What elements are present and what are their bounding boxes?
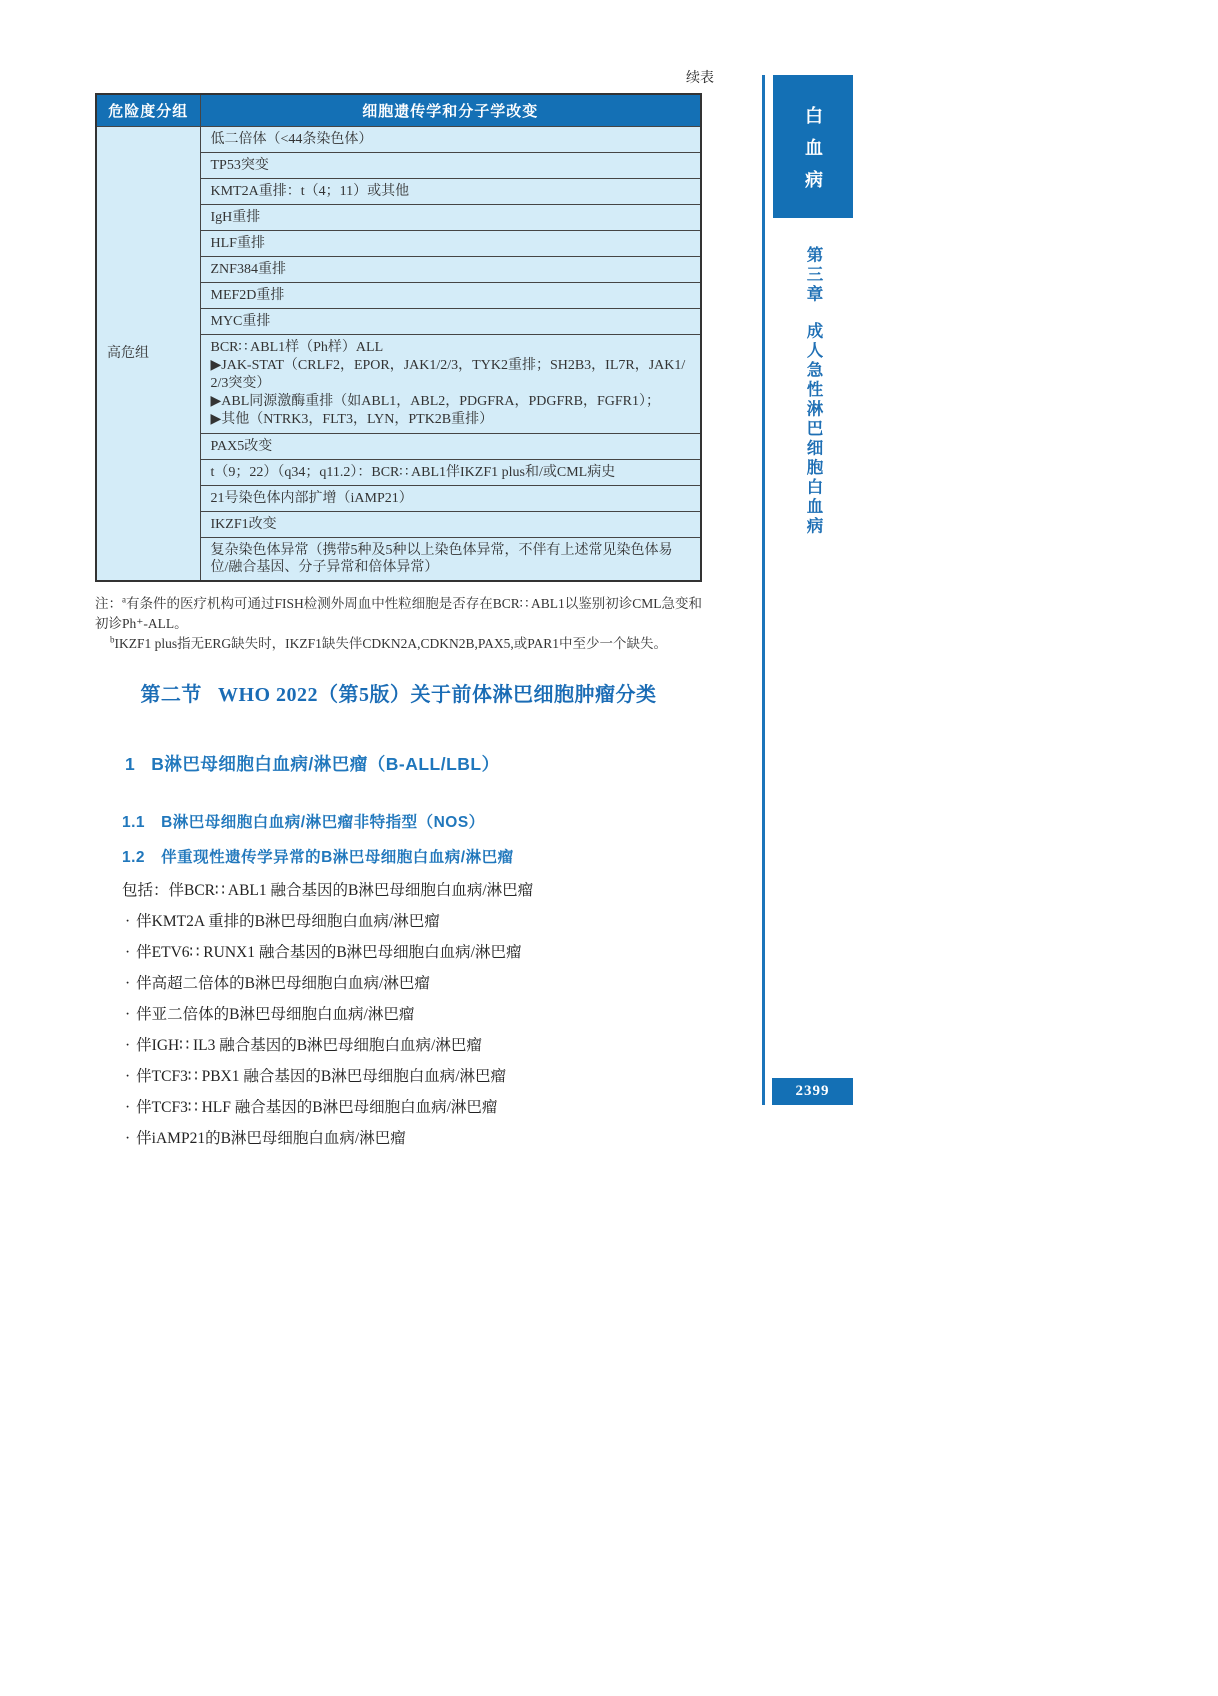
bullet-glyph: · <box>125 975 131 992</box>
section-title: WHO 2022（第5版）关于前体淋巴细胞肿瘤分类 <box>217 684 657 706</box>
chapter-label: 第三章 <box>804 246 823 305</box>
note-1 <box>95 594 702 634</box>
list-item-text: 伴TCF3∷ HLF 融合基因的B淋巴母细胞白血病/淋巴瘤 <box>136 1099 498 1116</box>
list-item-text: 伴亚二倍体的B淋巴母细胞白血病/淋巴瘤 <box>136 1006 415 1023</box>
list-item <box>125 1005 702 1025</box>
table-cell: ZNF384重排 <box>200 257 701 283</box>
list-item-text: 伴IGH∷ IL3 融合基因的B淋巴母细胞白血病/淋巴瘤 <box>136 1037 482 1054</box>
note-1-superscript: a <box>122 594 126 605</box>
subsection-1-2-number: 1.2 <box>122 849 146 866</box>
subsection-1-1-heading <box>122 810 702 832</box>
table-cell: KMT2A重排：t（4；11）或其他 <box>200 179 701 205</box>
section-heading <box>95 678 702 707</box>
section-number: 第二节 <box>140 684 202 706</box>
note-2-text: IKZF1 plus指无ERG缺失时，IKZF1缺失伴CDKN2A,CDKN2B,PAX5,或PAR1中至少一个缺失。 <box>114 636 668 651</box>
bullet-glyph: · <box>125 1037 131 1054</box>
list-item-text: 伴iAMP21的B淋巴母细胞白血病/淋巴瘤 <box>136 1130 406 1147</box>
table-cell: TP53突变 <box>200 153 701 179</box>
subsection-1-heading <box>125 751 702 776</box>
table-header-row <box>96 94 701 127</box>
table-cell: MEF2D重排 <box>200 283 701 309</box>
list-item <box>125 943 702 963</box>
bullet-glyph: · <box>125 913 131 930</box>
continued-table-label: 续表 <box>686 71 714 86</box>
subsection-1-number: 1 <box>125 754 136 774</box>
table-cell: PAX5改变 <box>200 434 701 460</box>
list-item-text: 伴ETV6∷ RUNX1 融合基因的B淋巴母细胞白血病/淋巴瘤 <box>136 944 522 961</box>
subsection-1-label: B淋巴母细胞白血病/淋巴瘤（B-ALL/LBL） <box>151 754 500 774</box>
includes-line: 包括：伴BCR∷ ABL1 融合基因的B淋巴母细胞白血病/淋巴瘤 <box>122 882 534 899</box>
bullet-glyph: · <box>125 1006 131 1023</box>
bullet-glyph: · <box>125 1068 131 1085</box>
table-row <box>96 127 701 153</box>
note-prefix: 注： <box>95 596 122 611</box>
list-item <box>125 1129 702 1149</box>
table-cell: HLF重排 <box>200 231 701 257</box>
table-cell: IKZF1改变 <box>200 512 701 538</box>
list-item-text: 伴TCF3∷ PBX1 融合基因的B淋巴母细胞白血病/淋巴瘤 <box>136 1068 507 1085</box>
table-cell: IgH重排 <box>200 205 701 231</box>
list-item-text: 伴KMT2A 重排的B淋巴母细胞白血病/淋巴瘤 <box>136 913 440 930</box>
list-item <box>125 1098 702 1118</box>
b-all-subtype-list <box>125 912 702 1149</box>
sidebar-chapter-block <box>773 246 853 536</box>
table-cell: 低二倍体（<44条染色体） <box>200 127 701 153</box>
sidebar-tab <box>773 75 853 218</box>
subsection-1-2-label: 伴重现性遗传学异常的B淋巴母细胞白血病/淋巴瘤 <box>161 849 514 866</box>
table-cell: 21号染色体内部扩增（iAMP21） <box>200 486 701 512</box>
chapter-title: 成人急性淋巴细胞白血病 <box>804 321 823 536</box>
table-cell-line: ▶其他（NTRK3，FLT3，LYN，PTK2B重排） <box>210 412 494 427</box>
ph-like-all-cell <box>200 335 701 434</box>
risk-group-table <box>95 93 702 582</box>
list-item <box>125 1036 702 1056</box>
risk-group-cell: 高危组 <box>96 127 200 582</box>
table-cell: MYC重排 <box>200 309 701 335</box>
page-number-badge: 2399 <box>772 1078 853 1105</box>
table-cell: 复杂染色体异常（携带5种及5种以上染色体异常，不伴有上述常见染色体易位/融合基因、分子异常和倍体异常） <box>200 538 701 582</box>
note-1-text: 有条件的医疗机构可通过FISH检测外周血中性粒细胞是否存在BCR∷ ABL1以鉴别初诊CML急变和初诊Ph⁺-ALL。 <box>95 596 702 631</box>
bullet-glyph: · <box>125 1130 131 1147</box>
list-item <box>125 912 702 932</box>
header-risk-group: 危险度分组 <box>96 94 200 127</box>
table-cell-line: BCR∷ ABL1样（Ph样）ALL <box>210 340 384 355</box>
note-2-superscript: b <box>110 634 115 645</box>
sidebar-divider <box>762 75 765 1105</box>
table-cell-line: ▶JAK-STAT（CRLF2，EPOR，JAK1/2/3，TYK2重排；SH2B3，IL7R，JAK1/2/3突变） <box>210 358 686 391</box>
sidebar-tab-label: 白血病 <box>803 105 823 202</box>
table-notes <box>95 594 702 654</box>
bullet-glyph: · <box>125 944 131 961</box>
list-item <box>125 974 702 994</box>
subsection-1-2-heading <box>122 845 702 867</box>
header-genetic-changes: 细胞遗传学和分子学改变 <box>200 94 701 127</box>
bullet-glyph: · <box>125 1099 131 1116</box>
main-content-column <box>95 70 714 1149</box>
subsection-1-1-number: 1.1 <box>122 814 146 831</box>
note-2 <box>95 634 702 654</box>
list-item <box>125 1067 702 1087</box>
list-item-text: 伴高超二倍体的B淋巴母细胞白血病/淋巴瘤 <box>136 975 430 992</box>
subsection-1-1-label: B淋巴母细胞白血病/淋巴瘤非特指型（NOS） <box>161 814 485 831</box>
table-cell: t（9；22）（q34；q11.2）：BCR∷ ABL1伴IKZF1 plus和/或CML病史 <box>200 460 701 486</box>
table-cell-line: ▶ABL同源激酶重排（如ABL1，ABL2，PDGFRA，PDGFRB，FGFR1）； <box>210 394 660 409</box>
